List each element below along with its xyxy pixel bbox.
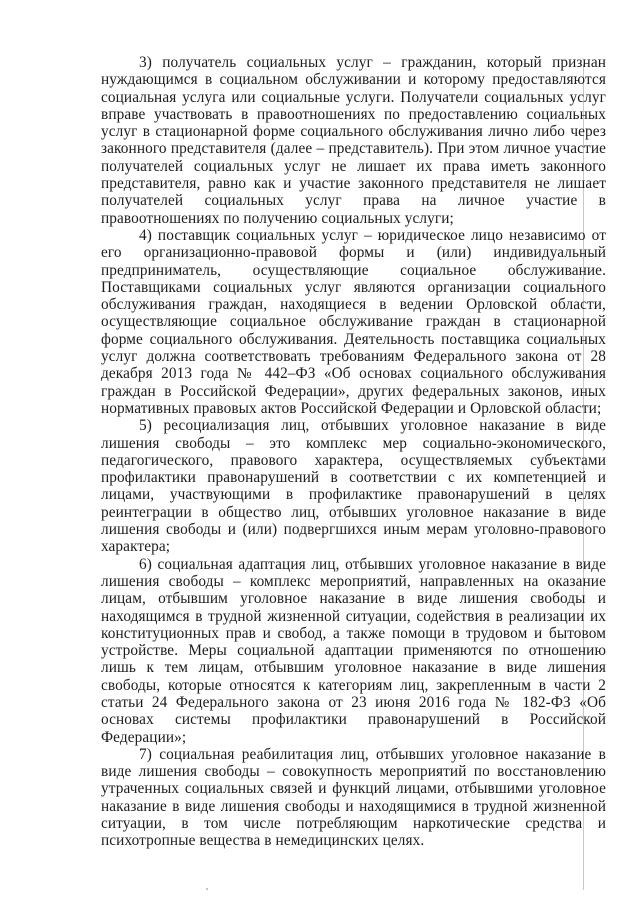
- scan-artifact-speck: [206, 888, 208, 890]
- definition-paragraph-4: 4) поставщик социальных услуг – юридическое лицо независимо от его организационно-правовой формы и (или) индивидуальный предприниматель, осуществляющие социальное обслуживание. Поставщиками социальных услуг являются организации социального обслуживания граждан, находящиеся в ведении Орловской области, осуществляющие социальное обслуживание граждан в стационарной форме социального обслуживания. Деятельность поставщика социальных услуг должна соответствовать требованиям Федерального закона от 28 декабря 2013 года № 442–ФЗ «Об основах социального обслуживания граждан в Российской Федерации», других федеральных законов, иных нормативных правовых актов Российской Федерации и Орловской области;: [101, 226, 606, 417]
- definition-paragraph-5: 5) ресоциализация лиц, отбывших уголовное наказание в виде лишения свободы – это комплекс мер социально-экономического, педагогического, правового характера, осуществляемых субъектами профилактики правонарушений в соответствии с их компетенцией и лицами, участвующими в профилактике правонарушений в целях реинтеграции в общество лиц, отбывших уголовное наказание в виде лишения свободы и (или) подвергшихся иным мерам уголовно-правового характера;: [101, 417, 606, 556]
- document-body: [101, 54, 606, 850]
- definition-paragraph-7: 7) социальная реабилитация лиц, отбывших уголовное наказание в виде лишения свободы – совокупность мероприятий по восстановлению утраченных социальных связей и функций лицами, отбывшими уголовное наказание в виде лишения свободы и находящимися в трудной жизненной ситуации, в том числе потребляющим наркотические средства и психотропные вещества в немедицинских целях.: [101, 745, 606, 850]
- definition-paragraph-3: 3) получатель социальных услуг – гражданин, который признан нуждающимся в социальном обслуживании и которому предоставляются социальная услуга или социальные услуги. Получатели социальных услуг вправе участвовать в правоотношениях по предоставлению социальных услуг в стационарной форме социального обслуживания лично либо через законного представителя (далее – представитель). При этом личное участие получателей социальных услуг не лишает их права иметь законного представителя, равно как и участие законного представителя не лишает получателей социальных услуг права на личное участие в правоотношениях по получению социальных услуги;: [101, 54, 606, 227]
- definition-paragraph-6: 6) социальная адаптация лиц, отбывших уголовное наказание в виде лишения свободы – комплекс мероприятий, направленных на оказание лицам, отбывшим уголовное наказание в виде лишения свободы и находящимся в трудной жизненной ситуации, содействия в реализации их конституционных прав и свобод, а также помощи в трудовом и бытовом устройстве. Меры социальной адаптации применяются по отношению лишь к тем лицам, отбывшим уголовное наказание в виде лишения свободы, которые относятся к категориям лиц, закрепленным в части 2 статьи 24 Федерального закона от 23 июня 2016 года № 182-ФЗ «Об основах системы профилактики правонарушений в Российской Федерации»;: [101, 555, 606, 746]
